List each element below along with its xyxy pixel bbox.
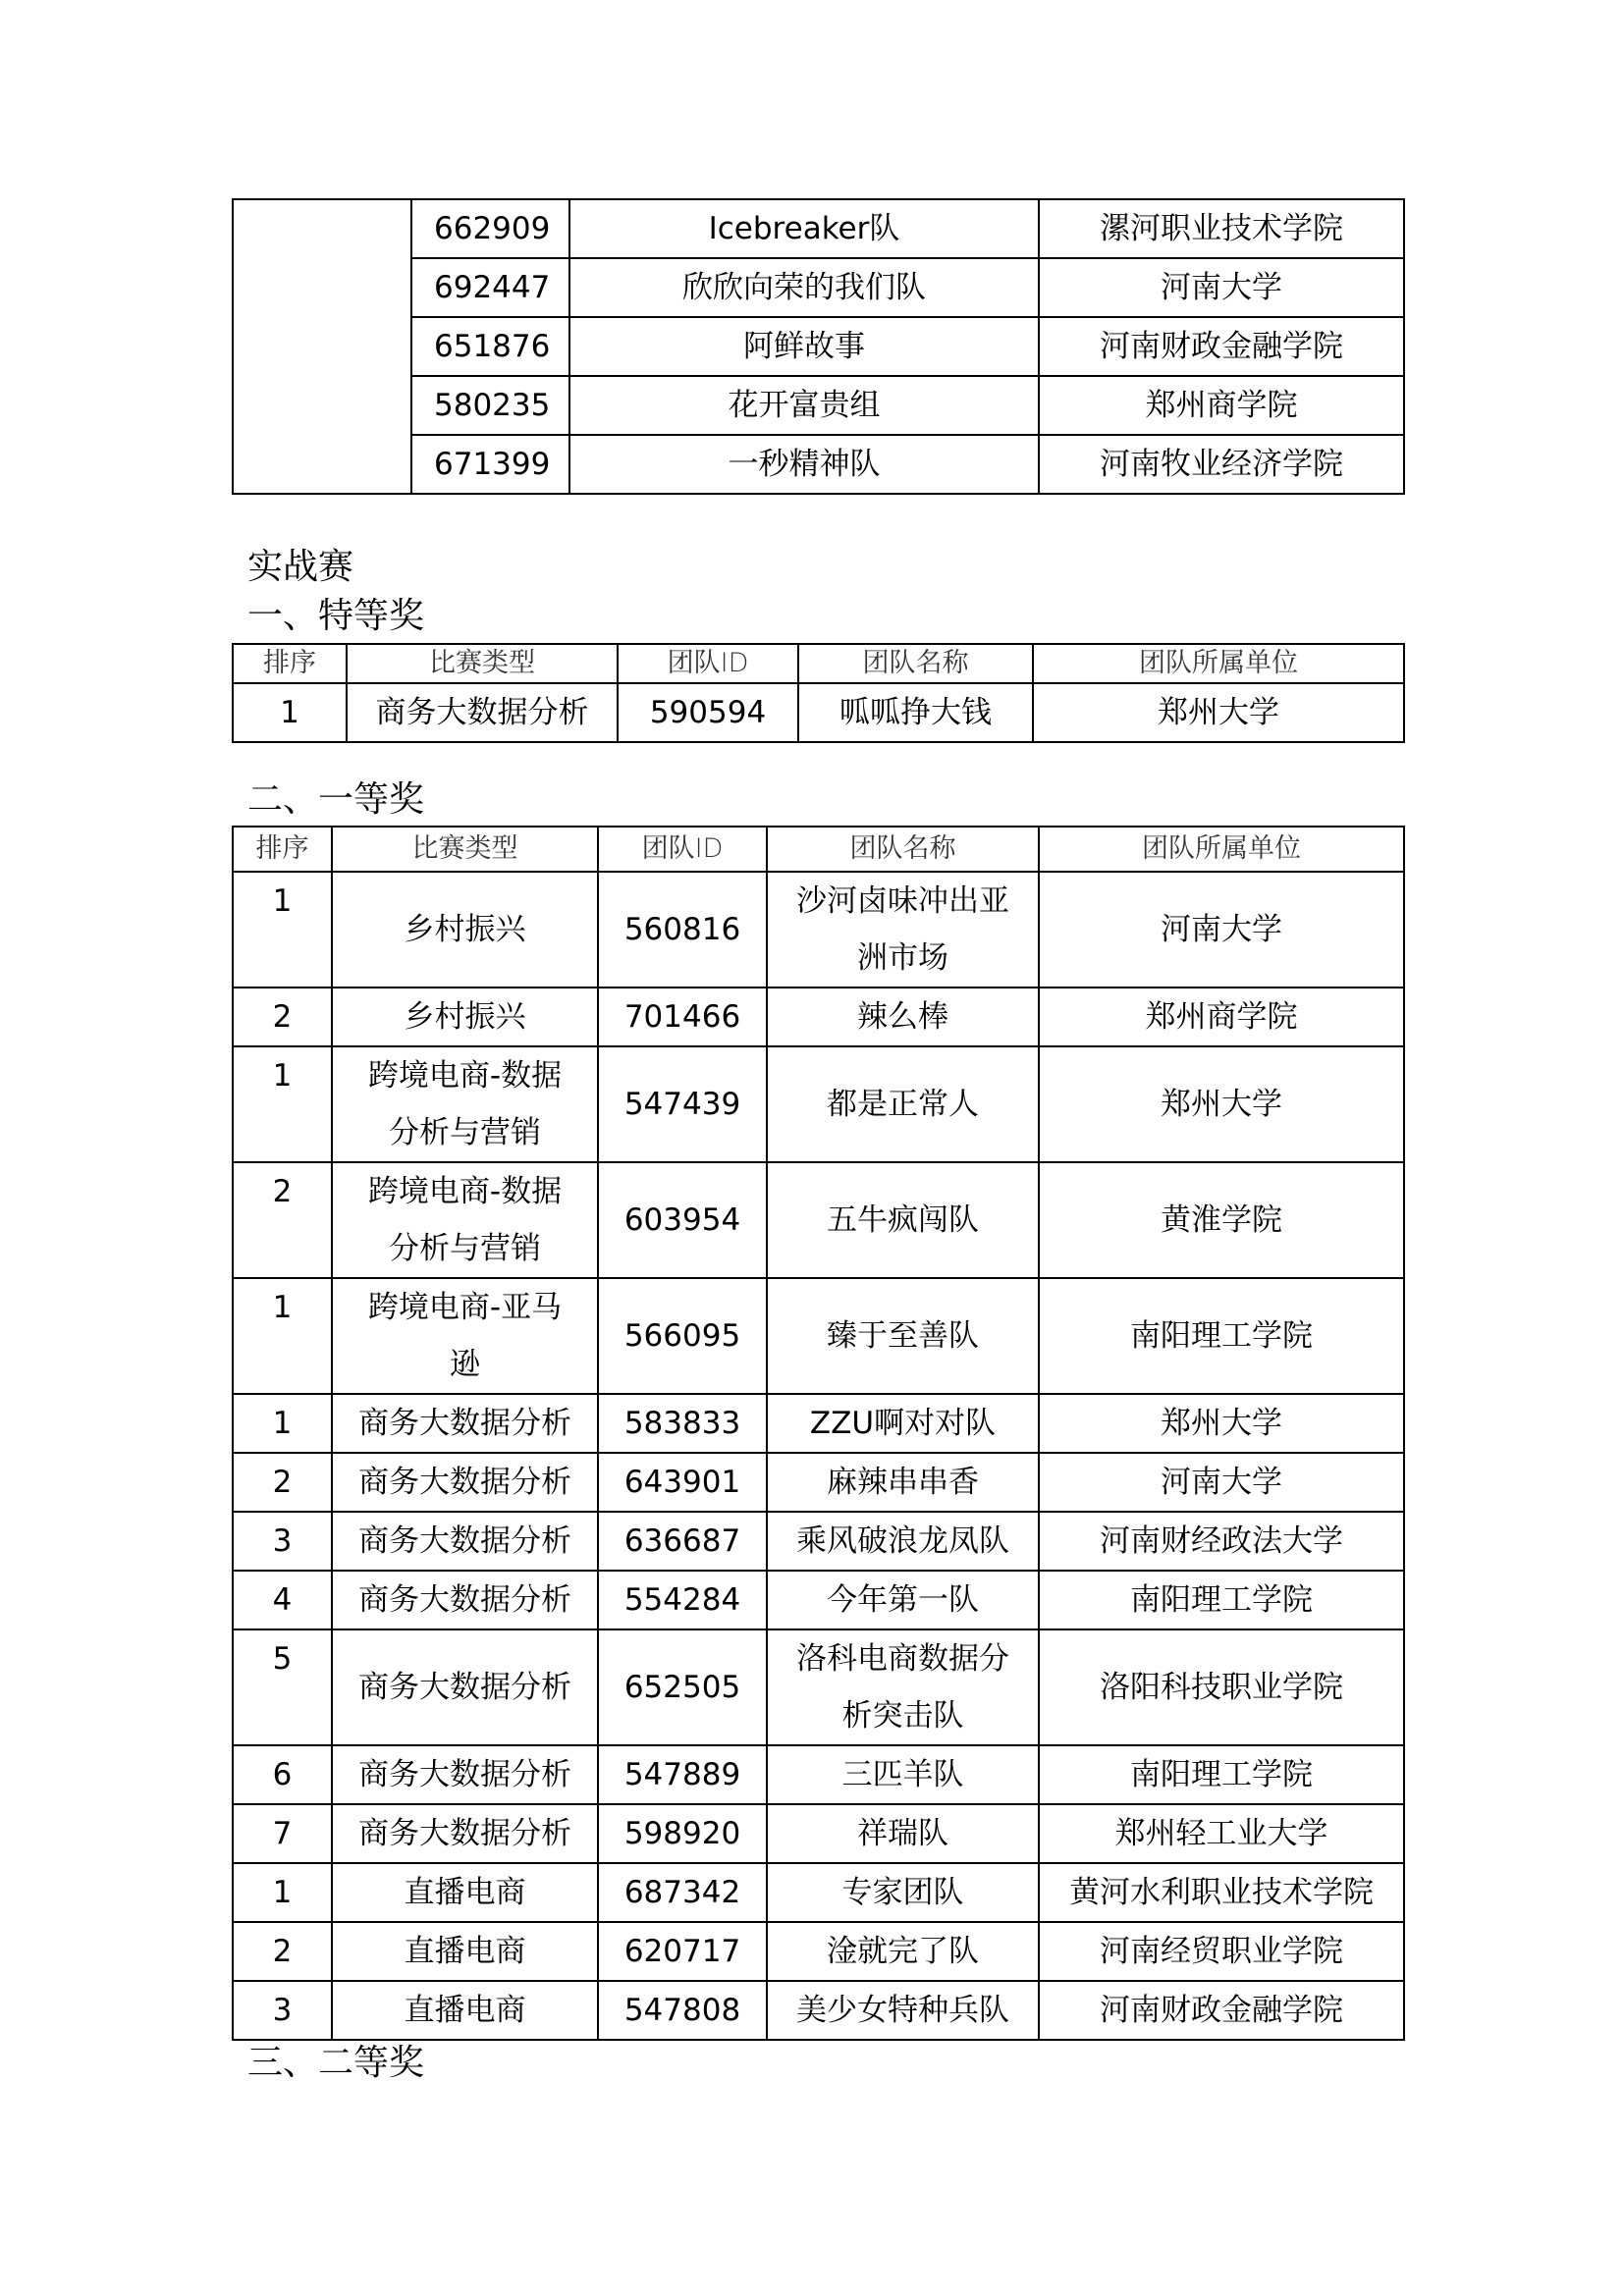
type-cell: 乡村振兴 xyxy=(332,872,598,988)
team-id-cell: 598920 xyxy=(598,1804,767,1863)
team-name-cell: 三匹羊队 xyxy=(767,1745,1039,1804)
previous-results-table xyxy=(232,198,1405,495)
header-team-name: 团队名称 xyxy=(767,827,1039,872)
team-unit-cell: 郑州商学院 xyxy=(1039,988,1404,1046)
team-unit-cell: 河南大学 xyxy=(1039,872,1404,988)
type-cell: 跨境电商-数据 分析与营销 xyxy=(332,1162,598,1278)
type-cell: 商务大数据分析 xyxy=(347,683,618,742)
type-cell: 跨境电商-亚马 逊 xyxy=(332,1278,598,1394)
table-row xyxy=(233,1512,1404,1571)
header-rank: 排序 xyxy=(233,827,332,872)
rank-cell: 1 xyxy=(233,1046,332,1162)
header-type: 比赛类型 xyxy=(332,827,598,872)
rank-cell: 2 xyxy=(233,1922,332,1981)
team-name-cell: 乘风破浪龙凤队 xyxy=(767,1512,1039,1571)
special-prize-table xyxy=(232,643,1405,743)
team-unit-cell: 河南财政金融学院 xyxy=(1039,317,1404,376)
type-cell: 商务大数据分析 xyxy=(332,1804,598,1863)
team-unit-cell: 黄淮学院 xyxy=(1039,1162,1404,1278)
type-cell: 跨境电商-数据 分析与营销 xyxy=(332,1046,598,1162)
team-name-cell: 都是正常人 xyxy=(767,1046,1039,1162)
team-unit-cell: 河南大学 xyxy=(1039,258,1404,317)
table-row xyxy=(233,1922,1404,1981)
team-id-cell: 662909 xyxy=(411,199,569,258)
rank-cell: 1 xyxy=(233,872,332,988)
team-unit-cell: 漯河职业技术学院 xyxy=(1039,199,1404,258)
team-id-cell: 652505 xyxy=(598,1629,767,1745)
header-team-unit: 团队所属单位 xyxy=(1039,827,1404,872)
table-row xyxy=(233,1863,1404,1922)
rank-cell: 4 xyxy=(233,1571,332,1629)
table-row xyxy=(233,199,1404,258)
type-cell: 乡村振兴 xyxy=(332,988,598,1046)
merged-empty-cell xyxy=(233,199,411,494)
team-id-cell: 687342 xyxy=(598,1863,767,1922)
team-id-cell: 671399 xyxy=(411,435,569,494)
header-row xyxy=(233,644,1404,683)
team-unit-cell: 郑州大学 xyxy=(1033,683,1404,742)
team-name-cell: 美少女特种兵队 xyxy=(767,1981,1039,2040)
team-name-cell: Icebreaker队 xyxy=(569,199,1039,258)
team-id-cell: 580235 xyxy=(411,376,569,435)
header-team-name: 团队名称 xyxy=(798,644,1033,683)
team-name-cell: 祥瑞队 xyxy=(767,1804,1039,1863)
team-id-cell: 547808 xyxy=(598,1981,767,2040)
section-title: 实战赛 xyxy=(247,547,354,587)
team-unit-cell: 郑州商学院 xyxy=(1039,376,1404,435)
rank-cell: 2 xyxy=(233,988,332,1046)
second-prize-heading: 三、二等奖 xyxy=(247,2043,425,2083)
team-unit-cell: 南阳理工学院 xyxy=(1039,1745,1404,1804)
table-row xyxy=(233,1629,1404,1745)
first-prize-table xyxy=(232,826,1405,2041)
team-id-cell: 560816 xyxy=(598,872,767,988)
rank-cell: 1 xyxy=(233,1278,332,1394)
team-name-cell: 呱呱挣大钱 xyxy=(798,683,1033,742)
team-name-cell: 沙河卤味冲出亚 洲市场 xyxy=(767,872,1039,988)
team-name-cell: 辣么棒 xyxy=(767,988,1039,1046)
type-cell: 商务大数据分析 xyxy=(332,1453,598,1512)
table-row xyxy=(233,872,1404,988)
table-row xyxy=(233,1453,1404,1512)
header-type: 比赛类型 xyxy=(347,644,618,683)
rank-cell: 6 xyxy=(233,1745,332,1804)
table-row xyxy=(233,1394,1404,1453)
team-unit-cell: 河南牧业经济学院 xyxy=(1039,435,1404,494)
team-name-cell: 五牛疯闯队 xyxy=(767,1162,1039,1278)
team-name-cell: 淦就完了队 xyxy=(767,1922,1039,1981)
header-team-unit: 团队所属单位 xyxy=(1033,644,1404,683)
team-id-cell: 590594 xyxy=(618,683,798,742)
team-name-cell: 臻于至善队 xyxy=(767,1278,1039,1394)
team-id-cell: 620717 xyxy=(598,1922,767,1981)
rank-cell: 5 xyxy=(233,1629,332,1745)
rank-cell: 3 xyxy=(233,1981,332,2040)
team-id-cell: 636687 xyxy=(598,1512,767,1571)
team-id-cell: 643901 xyxy=(598,1453,767,1512)
table-row xyxy=(233,1278,1404,1394)
header-rank: 排序 xyxy=(233,644,347,683)
rank-cell: 2 xyxy=(233,1162,332,1278)
table-row xyxy=(233,1804,1404,1863)
table-row xyxy=(233,1745,1404,1804)
type-cell: 商务大数据分析 xyxy=(332,1745,598,1804)
team-id-cell: 651876 xyxy=(411,317,569,376)
team-unit-cell: 郑州轻工业大学 xyxy=(1039,1804,1404,1863)
team-name-cell: 一秒精神队 xyxy=(569,435,1039,494)
team-unit-cell: 洛阳科技职业学院 xyxy=(1039,1629,1404,1745)
team-unit-cell: 河南财政金融学院 xyxy=(1039,1981,1404,2040)
team-name-cell: ZZU啊对对队 xyxy=(767,1394,1039,1453)
team-name-cell: 今年第一队 xyxy=(767,1571,1039,1629)
type-cell: 商务大数据分析 xyxy=(332,1394,598,1453)
table-row xyxy=(233,1571,1404,1629)
rank-cell: 3 xyxy=(233,1512,332,1571)
header-team-id: 团队ID xyxy=(598,827,767,872)
special-prize-heading: 一、特等奖 xyxy=(247,596,425,636)
team-name-cell: 麻辣串串香 xyxy=(767,1453,1039,1512)
team-name-cell: 洛科电商数据分 析突击队 xyxy=(767,1629,1039,1745)
team-unit-cell: 河南财经政法大学 xyxy=(1039,1512,1404,1571)
team-id-cell: 547889 xyxy=(598,1745,767,1804)
team-id-cell: 547439 xyxy=(598,1046,767,1162)
team-id-cell: 603954 xyxy=(598,1162,767,1278)
type-cell: 直播电商 xyxy=(332,1922,598,1981)
table-row xyxy=(233,1981,1404,2040)
team-unit-cell: 南阳理工学院 xyxy=(1039,1278,1404,1394)
team-id-cell: 554284 xyxy=(598,1571,767,1629)
table-row xyxy=(233,1162,1404,1278)
team-name-cell: 专家团队 xyxy=(767,1863,1039,1922)
rank-cell: 2 xyxy=(233,1453,332,1512)
rank-cell: 1 xyxy=(233,1394,332,1453)
first-prize-heading: 二、一等奖 xyxy=(247,779,425,820)
table-row xyxy=(233,1046,1404,1162)
type-cell: 商务大数据分析 xyxy=(332,1571,598,1629)
team-id-cell: 566095 xyxy=(598,1278,767,1394)
table-row xyxy=(233,988,1404,1046)
team-id-cell: 701466 xyxy=(598,988,767,1046)
header-team-id: 团队ID xyxy=(618,644,798,683)
header-row xyxy=(233,827,1404,872)
type-cell: 商务大数据分析 xyxy=(332,1629,598,1745)
team-name-cell: 欣欣向荣的我们队 xyxy=(569,258,1039,317)
table-row xyxy=(233,683,1404,742)
team-unit-cell: 河南经贸职业学院 xyxy=(1039,1922,1404,1981)
rank-cell: 1 xyxy=(233,1863,332,1922)
type-cell: 商务大数据分析 xyxy=(332,1512,598,1571)
team-unit-cell: 黄河水利职业技术学院 xyxy=(1039,1863,1404,1922)
type-cell: 直播电商 xyxy=(332,1981,598,2040)
team-unit-cell: 郑州大学 xyxy=(1039,1394,1404,1453)
team-name-cell: 花开富贵组 xyxy=(569,376,1039,435)
team-id-cell: 692447 xyxy=(411,258,569,317)
team-unit-cell: 郑州大学 xyxy=(1039,1046,1404,1162)
rank-cell: 7 xyxy=(233,1804,332,1863)
team-name-cell: 阿鲜故事 xyxy=(569,317,1039,376)
type-cell: 直播电商 xyxy=(332,1863,598,1922)
team-unit-cell: 河南大学 xyxy=(1039,1453,1404,1512)
team-unit-cell: 南阳理工学院 xyxy=(1039,1571,1404,1629)
rank-cell: 1 xyxy=(233,683,347,742)
team-id-cell: 583833 xyxy=(598,1394,767,1453)
